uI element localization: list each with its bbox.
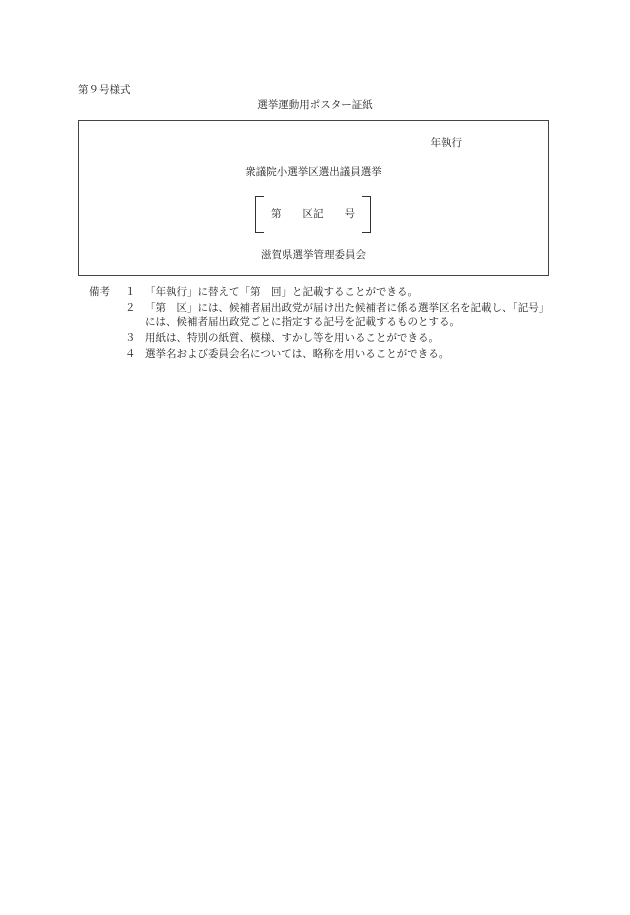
note-item [89, 285, 559, 300]
note-item [89, 331, 559, 346]
note-text: 「年執行」に替えて「第 回」と記載することができる。 [145, 286, 418, 298]
note-item [89, 301, 559, 330]
note-number: ２ [125, 301, 136, 314]
enforce-year-label: 年執行 [430, 137, 462, 149]
notes-section [89, 285, 559, 362]
note-number: ４ [125, 347, 136, 360]
form-title: 選挙運動用ポスター証紙 [257, 99, 373, 111]
district-number-text: 第 区記 号 [271, 208, 355, 220]
notes-heading: 備考 [89, 286, 110, 298]
certificate-box [78, 120, 549, 276]
note-item [89, 347, 559, 362]
note-number: ３ [125, 332, 136, 345]
form-number: 第９号様式 [78, 84, 131, 96]
committee-name: 滋賀県選挙管理委員会 [261, 249, 366, 261]
note-text: 選挙名および委員会名については、略称を用いることができる。 [145, 347, 450, 360]
election-name: 衆議院小選挙区選出議員選挙 [245, 166, 382, 178]
right-bracket [362, 196, 371, 233]
note-number: １ [125, 286, 136, 298]
district-number-bracket [255, 196, 371, 233]
note-text: 用紙は、特別の紙質、模様、すかし等を用いることができる。 [145, 332, 439, 345]
note-text: 「第 区」には、候補者届出政党が届け出た候補者に係る選挙区名を記載し、「記号」には、候補者届出政党ごとに指定する記号を記載するものとする。 [145, 301, 550, 329]
